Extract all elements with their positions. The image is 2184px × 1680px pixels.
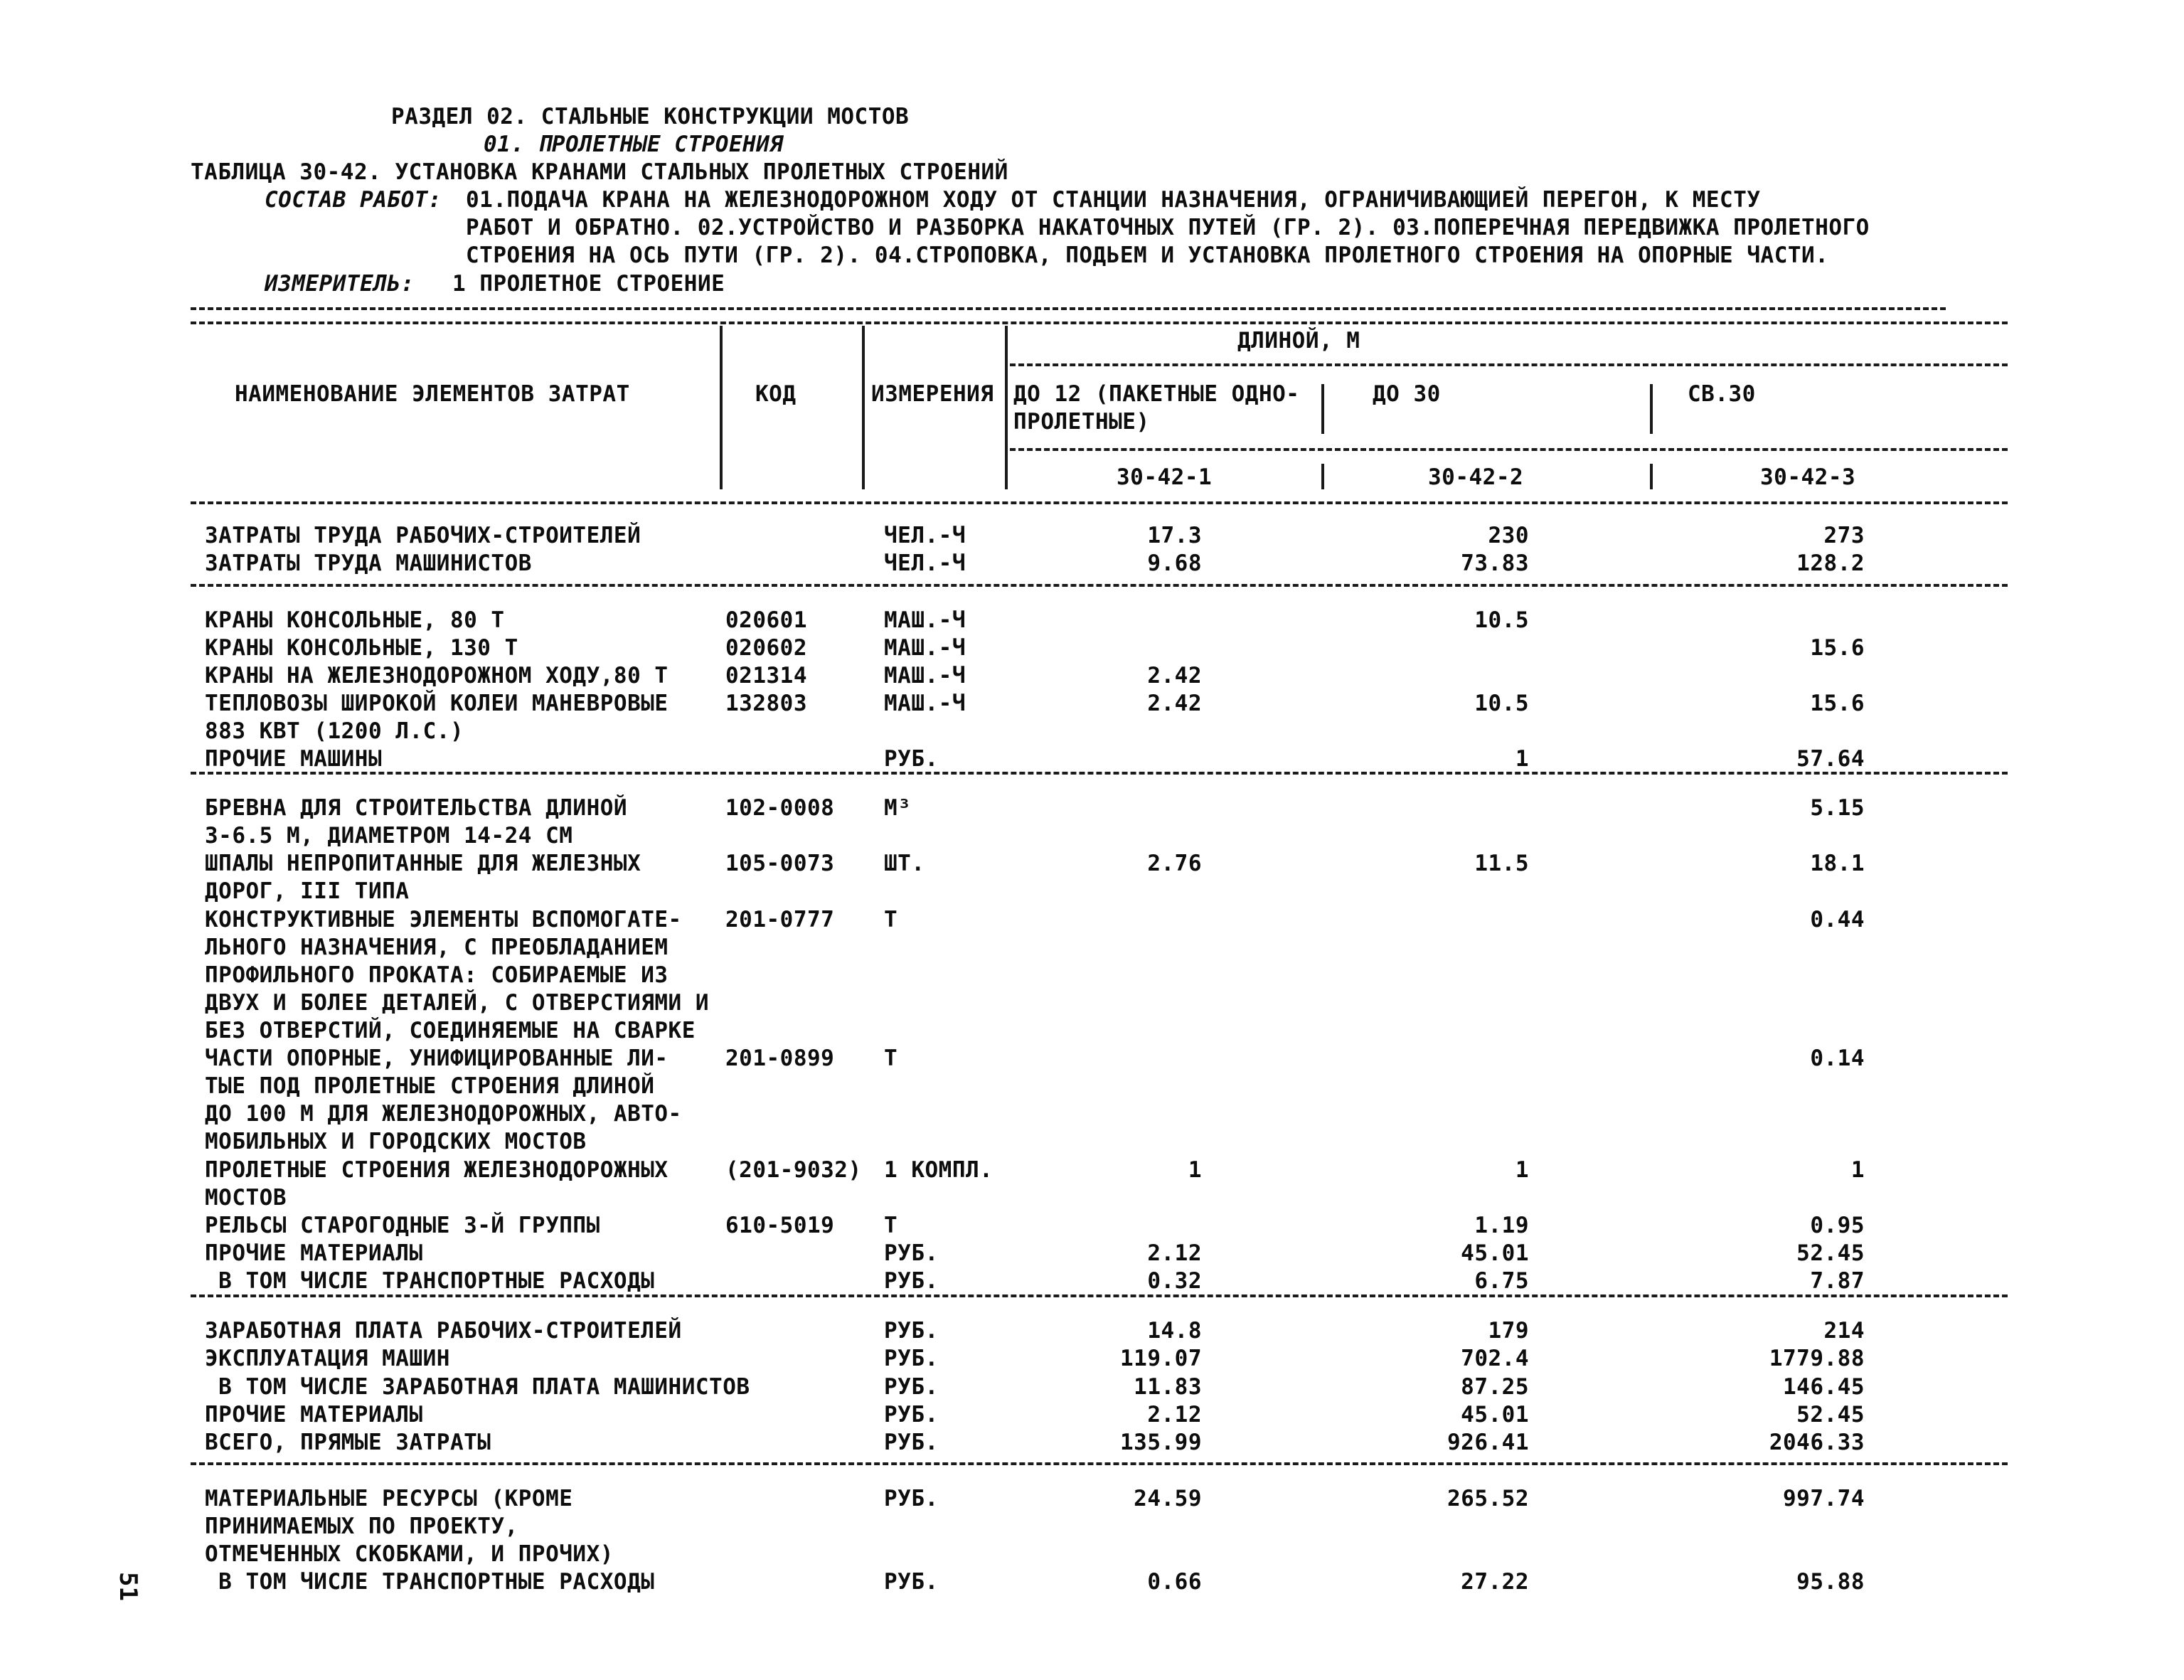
cell-unit: РУБ. [884,1569,939,1595]
cell-v3: 273 [1823,523,1865,548]
cell-name: БЕЗ ОТВЕРСТИЙ, СОЕДИНЯЕМЫЕ НА СВАРКЕ [205,1018,696,1043]
cell-code: 105-0073 [725,851,835,876]
column-header-name: НАИМЕНОВАНИЕ ЭЛЕМЕНТОВ ЗАТРАТ [235,381,630,407]
cell-unit: РУБ. [884,746,939,772]
cell-name: ТЫЕ ПОД ПРОЛЕТНЫЕ СТРОЕНИЯ ДЛИНОЙ [205,1073,655,1099]
cell-code: (201-9032) [725,1157,862,1183]
cell-unit: РУБ. [884,1318,939,1344]
cell-unit: РУБ. [884,1430,939,1455]
cell-unit: ЧЕЛ.-Ч [884,551,966,576]
cell-v3: 7.87 [1810,1268,1865,1294]
cell-code: 102-0008 [725,795,835,821]
cell-v3: 0.44 [1810,907,1865,932]
cell-name: БРЕВНА ДЛЯ СТРОИТЕЛЬСТВА ДЛИНОЙ [205,795,628,821]
cell-name: ПРОЛЕТНЫЕ СТРОЕНИЯ ЖЕЛЕЗНОДОРОЖНЫХ [205,1157,668,1183]
cell-unit: РУБ. [884,1374,939,1400]
cell-unit: РУБ. [884,1346,939,1371]
cell-v1: 1 [1188,1157,1202,1183]
column-header-unit: ИЗМЕРЕНИЯ [871,381,994,407]
cell-v3: 15.6 [1810,635,1865,661]
column-rule [720,326,723,489]
cell-name: КРАНЫ КОНСОЛЬНЫЕ, 80 Т [205,607,505,633]
cell-unit: МАШ.-Ч [884,635,966,661]
cell-v2: 87.25 [1461,1374,1529,1400]
cell-v3: 18.1 [1810,851,1865,876]
divider [1010,448,2008,451]
cell-v1: 17.3 [1147,523,1202,548]
cell-v2: 926.41 [1447,1430,1529,1455]
cell-v2: 27.22 [1461,1569,1529,1595]
cell-name: ДВУХ И БОЛЕЕ ДЕТАЛЕЙ, С ОТВЕРСТИЯМИ И [205,990,710,1016]
cell-name: В ТОМ ЧИСЛЕ ТРАНСПОРТНЫЕ РАСХОДЫ [205,1268,655,1294]
cell-v3: 15.6 [1810,691,1865,716]
cell-v2: 45.01 [1461,1402,1529,1428]
cell-v1: 2.42 [1147,691,1202,716]
cell-code: 610-5019 [725,1213,835,1238]
work-line: 01.ПОДАЧА КРАНА НА ЖЕЛЕЗНОДОРОЖНОМ ХОДУ ОТ СТАНЦИИ НАЗНАЧЕНИЯ, ОГРАНИЧИВАЮЩИЕЙ ПЕРЕГОН, К МЕСТУ [466,187,1761,213]
cell-name: ЗАРАБОТНАЯ ПЛАТА РАБОЧИХ-СТРОИТЕЛЕЙ [205,1318,682,1344]
cell-v1: 2.12 [1147,1402,1202,1428]
cell-code: 020601 [725,607,807,633]
cell-name: ЧАСТИ ОПОРНЫЕ, УНИФИЦИРОВАННЫЕ ЛИ- [205,1046,668,1071]
cell-name: ДОРОГ, III ТИПА [205,878,410,904]
divider [1010,363,2008,366]
unit-label: ИЗМЕРИТЕЛЬ: [265,271,415,297]
cell-v3: 1 [1850,1157,1865,1183]
cell-v2: 10.5 [1474,691,1529,716]
column-header-c2: ДО 30 [1373,381,1441,407]
cell-code: 021314 [725,663,807,689]
column-header-c1: ДО 12 (ПАКЕТНЫЕ ОДНО- [1013,381,1300,407]
section-title: РАЗДЕЛ 02. СТАЛЬНЫЕ КОНСТРУКЦИИ МОСТОВ [391,104,910,129]
cell-v1: 0.66 [1147,1569,1202,1595]
divider [191,1294,2008,1297]
column-rule [1321,384,1324,434]
cell-v1: 2.42 [1147,663,1202,689]
subsection-title: 01. ПРОЛЕТНЫЕ СТРОЕНИЯ [484,132,784,157]
column-rule [1650,464,1653,489]
divider [191,1462,2008,1465]
cell-v2: 265.52 [1447,1486,1529,1511]
column-header-c3: СВ.30 [1688,381,1756,407]
cell-code: 201-0777 [725,907,835,932]
cell-v3: 52.45 [1796,1402,1865,1428]
work-composition-label: СОСТАВ РАБОТ: [265,187,442,213]
cell-unit: РУБ. [884,1402,939,1428]
column-code-c1: 30-42-1 [1117,464,1213,490]
cell-name: ЗАТРАТЫ ТРУДА РАБОЧИХ-СТРОИТЕЛЕЙ [205,523,641,548]
cell-name: ДО 100 М ДЛЯ ЖЕЛЕЗНОДОРОЖНЫХ, АВТО- [205,1101,682,1127]
cell-name: КОНСТРУКТИВНЫЕ ЭЛЕМЕНТЫ ВСПОМОГАТЕ- [205,907,682,932]
cell-name: ПРОЧИЕ МАТЕРИАЛЫ [205,1240,423,1266]
column-rule [1321,464,1324,489]
cell-v2: 11.5 [1474,851,1529,876]
cell-unit: ШТ. [884,851,925,876]
cell-unit: МАШ.-Ч [884,607,966,633]
unit-value: 1 ПРОЛЕТНОЕ СТРОЕНИЕ [452,271,725,297]
cell-v2: 702.4 [1461,1346,1529,1371]
page-number: 51 [114,1572,142,1601]
cell-v3: 57.64 [1796,746,1865,772]
cell-name: ПРОЧИЕ МАШИНЫ [205,746,383,772]
cell-name: КРАНЫ КОНСОЛЬНЫЕ, 130 Т [205,635,518,661]
cell-name: ЗАТРАТЫ ТРУДА МАШИНИСТОВ [205,551,532,576]
cell-v1: 11.83 [1134,1374,1202,1400]
cell-unit: МАШ.-Ч [884,691,966,716]
divider [191,772,2008,775]
cell-v3: 52.45 [1796,1240,1865,1266]
cell-name: ЭКСПЛУАТАЦИЯ МАШИН [205,1346,450,1371]
cell-v2: 230 [1488,523,1529,548]
cell-unit: РУБ. [884,1268,939,1294]
cell-name: ТЕПЛОВОЗЫ ШИРОКОЙ КОЛЕИ МАНЕВРОВЫЕ [205,691,668,716]
cell-name: ОТМЕЧЕННЫХ СКОБКАМИ, И ПРОЧИХ) [205,1541,614,1567]
cell-name: 3-6.5 М, ДИАМЕТРОМ 14-24 СМ [205,823,573,849]
cell-unit: Т [884,1213,898,1238]
cell-v3: 0.95 [1810,1213,1865,1238]
cell-name: В ТОМ ЧИСЛЕ ТРАНСПОРТНЫЕ РАСХОДЫ [205,1569,655,1595]
work-line: РАБОТ И ОБРАТНО. 02.УСТРОЙСТВО И РАЗБОРКА НАКАТОЧНЫХ ПУТЕЙ (ГР. 2). 03.ПОПЕРЕЧНАЯ ПЕРЕДВИЖКА ПРОЛЕТНОГО [466,215,1870,240]
divider [191,501,2008,504]
cell-code: 132803 [725,691,807,716]
divider [191,321,2008,324]
column-header-c1: ПРОЛЕТНЫЕ) [1013,409,1150,435]
cell-v3: 5.15 [1810,795,1865,821]
cell-code: 020602 [725,635,807,661]
cell-v2: 73.83 [1461,551,1529,576]
cell-name: В ТОМ ЧИСЛЕ ЗАРАБОТНАЯ ПЛАТА МАШИНИСТОВ [205,1374,750,1400]
cell-name: МАТЕРИАЛЬНЫЕ РЕСУРСЫ (КРОМЕ [205,1486,573,1511]
column-rule [1005,326,1008,489]
cell-unit: РУБ. [884,1240,939,1266]
column-group-length: ДЛИНОЙ, М [1237,328,1360,353]
cell-name: ПРОФИЛЬНОГО ПРОКАТА: СОБИРАЕМЫЕ ИЗ [205,962,668,988]
column-code-c2: 30-42-2 [1428,464,1524,490]
cell-name: МОБИЛЬНЫХ И ГОРОДСКИХ МОСТОВ [205,1129,587,1154]
column-rule [862,326,865,489]
cell-v2: 179 [1488,1318,1529,1344]
work-line: СТРОЕНИЯ НА ОСЬ ПУТИ (ГР. 2). 04.СТРОПОВКА, ПОДЬЕМ И УСТАНОВКА ПРОЛЕТНОГО СТРОЕНИЯ НА ОПОРНЫЕ ЧАСТИ. [466,243,1829,268]
divider [191,307,1946,310]
cell-v1: 135.99 [1120,1430,1202,1455]
column-header-code: КОД [755,381,797,407]
cell-name: МОСТОВ [205,1185,287,1211]
cell-name: 883 КВТ (1200 Л.С.) [205,718,464,744]
cell-unit: 1 КОМПЛ. [884,1157,994,1183]
cell-unit: Т [884,907,898,932]
cell-v1: 24.59 [1134,1486,1202,1511]
cell-v1: 2.12 [1147,1240,1202,1266]
cell-unit: МАШ.-Ч [884,663,966,689]
cell-v2: 1 [1515,1157,1529,1183]
cell-unit: Т [884,1046,898,1071]
divider [191,584,2008,587]
cell-name: ШПАЛЫ НЕПРОПИТАННЫЕ ДЛЯ ЖЕЛЕЗНЫХ [205,851,641,876]
cell-v2: 1.19 [1474,1213,1529,1238]
cell-unit: ЧЕЛ.-Ч [884,523,966,548]
cell-code: 201-0899 [725,1046,835,1071]
cell-v2: 6.75 [1474,1268,1529,1294]
cell-v3: 146.45 [1783,1374,1865,1400]
cell-v3: 1779.88 [1769,1346,1865,1371]
cell-v3: 0.14 [1810,1046,1865,1071]
cell-v1: 2.76 [1147,851,1202,876]
cell-v3: 997.74 [1783,1486,1865,1511]
cell-v3: 95.88 [1796,1569,1865,1595]
cell-name: ЛЬНОГО НАЗНАЧЕНИЯ, С ПРЕОБЛАДАНИЕМ [205,935,668,960]
cell-v2: 1 [1515,746,1529,772]
cell-name: КРАНЫ НА ЖЕЛЕЗНОДОРОЖНОМ ХОДУ,80 Т [205,663,668,689]
cell-v1: 14.8 [1147,1318,1202,1344]
cell-name: ПРИНИМАЕМЫХ ПО ПРОЕКТУ, [205,1514,518,1539]
cell-v1: 0.32 [1147,1268,1202,1294]
table-title: ТАБЛИЦА 30-42. УСТАНОВКА КРАНАМИ СТАЛЬНЫХ ПРОЛЕТНЫХ СТРОЕНИЙ [191,159,1008,185]
cell-v3: 214 [1823,1318,1865,1344]
cell-unit: М³ [884,795,912,821]
cell-name: ПРОЧИЕ МАТЕРИАЛЫ [205,1402,423,1428]
cell-v2: 10.5 [1474,607,1529,633]
cell-v1: 9.68 [1147,551,1202,576]
column-code-c3: 30-42-3 [1760,464,1856,490]
cell-unit: РУБ. [884,1486,939,1511]
cell-name: ВСЕГО, ПРЯМЫЕ ЗАТРАТЫ [205,1430,491,1455]
cell-v1: 119.07 [1120,1346,1202,1371]
cell-v2: 45.01 [1461,1240,1529,1266]
column-rule [1650,384,1653,434]
cell-name: РЕЛЬСЫ СТАРОГОДНЫЕ 3-Й ГРУППЫ [205,1213,600,1238]
cell-v3: 2046.33 [1769,1430,1865,1455]
cell-v3: 128.2 [1796,551,1865,576]
